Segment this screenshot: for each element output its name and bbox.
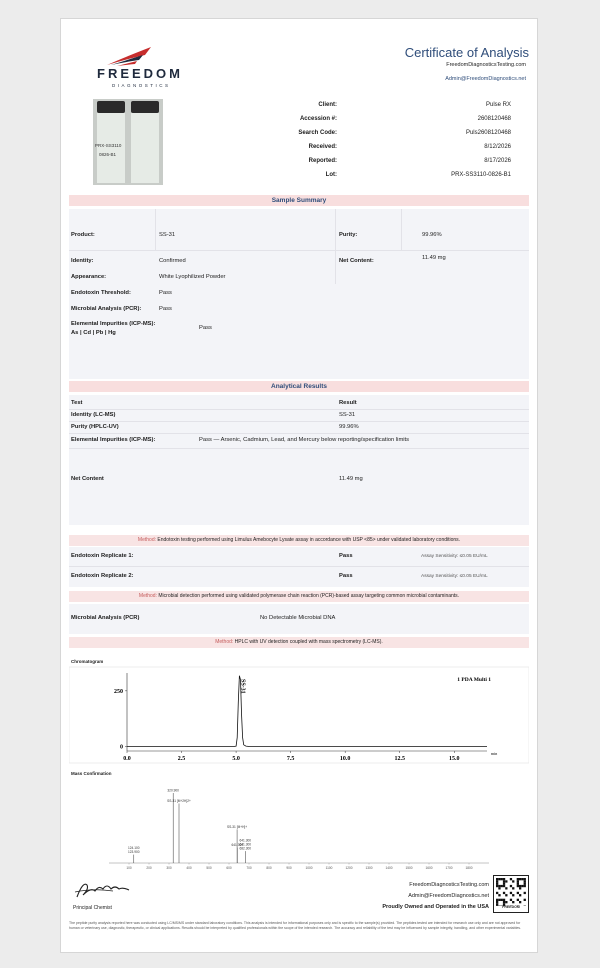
purity-value: 99.96%	[422, 232, 442, 238]
x-unit-label: min	[491, 751, 498, 756]
elemental-icpms-result: Pass — Arsenic, Cadmium, Lead, and Mercury below reporting/specification limits	[199, 437, 410, 443]
qr-module	[496, 899, 498, 901]
qr-module	[521, 885, 523, 887]
elemental-icpms-test: Elemental Impurities (ICP-MS):	[71, 437, 156, 443]
microbial-method-note	[69, 591, 529, 602]
net-content-value: 11.49 mg	[422, 255, 446, 261]
endotoxin-method-note	[69, 535, 529, 546]
identity-value: Confirmed	[159, 258, 186, 264]
chromatogram-chart	[69, 665, 529, 765]
appearance-value: White Lyophilized Powder	[159, 274, 226, 280]
endotoxin-method-text: Endotoxin testing performed using Limulus Amebocyte Lysate assay in accordance with USP <85> under validated laboratory conditions.	[157, 537, 461, 543]
identity-lcms-test: Identity (LC-MS)	[71, 412, 116, 418]
qr-module	[517, 892, 519, 894]
peak-label: 682.300	[239, 846, 252, 851]
endotoxin-replicate-1-result: Pass	[339, 553, 353, 559]
brand-tagline: DIAGNOSTICS	[112, 83, 171, 88]
endotoxin-label: Endotoxin Threshold:	[71, 290, 131, 296]
qr-module	[524, 878, 526, 880]
reported-label: Reported:	[308, 158, 337, 164]
y-tick-label: 250	[114, 688, 123, 695]
search-code-value: Puls2608120468	[465, 130, 511, 136]
endotoxin-replicate-1-sensitivity: Assay Sensitivity: ≤0.05 EU/mL	[421, 554, 488, 559]
endotoxin-replicate-2-result: Pass	[339, 573, 353, 579]
x-tick-label: 200	[146, 866, 152, 870]
qr-module	[510, 878, 512, 880]
result-column-header: Result	[339, 400, 357, 406]
x-tick-label: 0.0	[123, 756, 131, 762]
received-label: Received:	[308, 144, 337, 150]
accession-value: 2608120468	[477, 116, 511, 122]
hplc-method-text: HPLC with UV detection coupled with mass spectrometry (LC-MS).	[234, 639, 383, 645]
qr-module	[510, 885, 512, 887]
qr-module	[519, 894, 521, 896]
mass-confirmation-label: Mass Confirmation	[71, 771, 112, 776]
qr-module	[498, 894, 500, 896]
qr-module	[505, 880, 507, 882]
qr-module	[517, 883, 519, 885]
qr-module	[519, 885, 521, 887]
x-tick-label: 12.5	[394, 756, 405, 762]
qr-module	[519, 887, 521, 889]
qr-module	[517, 880, 519, 882]
qr-module	[503, 899, 505, 901]
sample-summary-heading: Sample Summary	[69, 195, 529, 206]
vial-label-line2: 0826-B1	[99, 152, 117, 157]
product-label: Product:	[71, 232, 95, 238]
qr-module	[498, 899, 500, 901]
peak-label: 123.900	[128, 850, 140, 855]
footer-email: Admin@FreedomDiagnostics.net	[408, 893, 489, 899]
qr-module	[496, 885, 498, 887]
net-content-result: 11.49 mg	[339, 476, 363, 482]
peak-label: 320.900	[167, 788, 179, 793]
qr-module	[512, 880, 514, 882]
x-tick-label: 5.0	[232, 756, 240, 762]
x-tick-label: 900	[286, 866, 292, 870]
footer-tagline: Proudly Owned and Operated in the USA	[382, 904, 489, 910]
client-value: Pulse RX	[485, 102, 511, 108]
test-column-header: Test	[71, 400, 83, 406]
qr-module	[503, 892, 505, 894]
col-divider	[155, 209, 156, 250]
net-content-test: Net Content	[71, 476, 104, 482]
x-tick-label: 1600	[425, 866, 433, 870]
microbial-pcr-label: Microbial Analysis (PCR)	[71, 615, 140, 621]
endotoxin-replicate-1-label: Endotoxin Replicate 1:	[71, 553, 134, 559]
method-key: Method:	[137, 537, 156, 543]
qr-module	[501, 885, 503, 887]
peak-label: 124.100	[128, 846, 140, 851]
microbial-pcr-result: No Detectable Microbial DNA	[260, 615, 336, 621]
microbial-label: Microbial Analysis (PCR):	[71, 306, 142, 312]
net-content-label: Net Content:	[339, 258, 374, 264]
qr-module	[503, 878, 505, 880]
elemental-value: Pass	[199, 325, 212, 331]
qr-label: FREEDOM	[502, 905, 520, 909]
analytical-results-heading: Analytical Results	[69, 381, 529, 392]
accession-label: Accession #:	[299, 116, 337, 122]
method-key: Method:	[215, 639, 234, 645]
sample-summary-panel	[69, 209, 529, 379]
qr-module	[498, 885, 500, 887]
qr-module	[498, 878, 500, 880]
peak-label: SS-31	[239, 679, 246, 694]
col-divider	[401, 209, 402, 250]
qr-module	[496, 878, 498, 880]
row-divider	[69, 566, 529, 567]
qr-module	[524, 880, 526, 882]
x-tick-label: 600	[226, 866, 232, 870]
chromatogram-legend: 1 PDA Multi 1	[457, 677, 491, 683]
product-value: SS-31	[159, 232, 176, 238]
lot-value: PRX-SS3110-0826-B1	[451, 172, 511, 178]
row-divider	[69, 250, 529, 251]
x-tick-label: 15.0	[449, 756, 460, 762]
certificate-page	[60, 18, 538, 953]
vial-label-line1: PRX-SS3110	[95, 143, 122, 148]
qr-module	[501, 899, 503, 901]
qr-module	[519, 878, 521, 880]
header-email: Admin@FreedomDiagnostics.net	[445, 76, 526, 82]
signature-image	[73, 879, 133, 901]
qr-module	[505, 901, 507, 903]
reported-value: 8/17/2026	[484, 158, 511, 164]
qr-module	[496, 883, 498, 885]
search-code-label: Search Code:	[298, 130, 337, 136]
qr-module	[512, 887, 514, 889]
x-tick-label: 1200	[345, 866, 353, 870]
elemental-label-elements: As | Cd | Pb | Hg	[71, 330, 116, 336]
qr-module	[510, 899, 512, 901]
disclaimer-text: The peptide purity analysis reported here was conducted using LC/MS/MS under standard laboratory conditions. This analysis is intended for informational purposes only and is specific to the sample(s) provided. The peptides tested are intended for research use only and are not approved for human or veterinary use, diagnostic, therapeutic, or clinical applications. Results should be interpreted by qualified professionals within the scope of the intended research. The accuracy and reliability of the test may be influenced by sample integrity, handling, and other experimental variables.	[69, 921, 522, 930]
document-title: Certificate of Analysis	[404, 45, 529, 60]
lot-label: Lot:	[325, 172, 337, 178]
x-tick-label: 1400	[385, 866, 393, 870]
qr-module	[501, 878, 503, 880]
endotoxin-value: Pass	[159, 290, 172, 296]
qr-module	[498, 887, 500, 889]
purity-hplc-result: 99.96%	[339, 424, 359, 430]
x-tick-label: 500	[206, 866, 212, 870]
signatory-title: Principal Chemist	[73, 905, 112, 911]
row-divider	[69, 421, 529, 422]
microbial-value: Pass	[159, 306, 172, 312]
y-tick-label: 0	[120, 744, 123, 751]
x-tick-label: 1000	[305, 866, 313, 870]
received-value: 8/12/2026	[484, 144, 511, 150]
x-tick-label: 300	[166, 866, 172, 870]
x-tick-label: 800	[266, 866, 272, 870]
brand-name: FREEDOM	[97, 66, 183, 81]
qr-module	[496, 892, 498, 894]
vial-photo	[93, 99, 163, 185]
endotoxin-replicate-2-sensitivity: Assay Sensitivity: ≤0.05 EU/mL	[421, 574, 488, 579]
hplc-method-note	[69, 637, 529, 648]
qr-module	[517, 899, 519, 901]
qr-module	[503, 880, 505, 882]
qr-module	[517, 878, 519, 880]
qr-module	[517, 885, 519, 887]
col-divider	[335, 209, 336, 284]
qr-module	[510, 892, 512, 894]
row-divider	[69, 433, 529, 434]
appearance-label: Appearance:	[71, 274, 107, 280]
row-divider	[69, 448, 529, 449]
qr-module	[521, 878, 523, 880]
peak-label: 641.300	[231, 843, 244, 848]
footer-website: FreedomDiagnosticsTesting.com	[409, 882, 489, 888]
x-tick-label: 1100	[325, 866, 333, 870]
qr-module	[505, 894, 507, 896]
microbial-method-text: Microbial detection performed using validated polymerase chain reaction (PCR)-based assay targeting common microbial contaminants.	[158, 593, 460, 599]
endotoxin-replicate-2-label: Endotoxin Replicate 2:	[71, 573, 134, 579]
endotoxin-panel	[69, 547, 529, 587]
x-tick-label: 1700	[445, 866, 453, 870]
qr-module	[496, 880, 498, 882]
x-tick-label: 1500	[405, 866, 413, 870]
x-tick-label: 400	[186, 866, 192, 870]
peak-label: SS-31 [M+H]+	[226, 824, 248, 829]
x-tick-label: 100	[126, 866, 132, 870]
x-tick-label: 1300	[365, 866, 373, 870]
x-tick-label: 7.5	[286, 756, 295, 762]
qr-module	[524, 899, 526, 901]
qr-module	[512, 894, 514, 896]
analytical-panel	[69, 395, 529, 525]
purity-label: Purity:	[339, 232, 358, 238]
client-label: Client:	[318, 102, 337, 108]
qr-module	[512, 901, 514, 903]
x-tick-label: 1800	[465, 866, 473, 870]
qr-module	[503, 885, 505, 887]
peak-label: 641.300	[239, 842, 252, 847]
mass-spectrum-chart	[69, 779, 529, 875]
identity-label: Identity:	[71, 258, 94, 264]
qr-module	[503, 883, 505, 885]
header-website: FreedomDiagnosticsTesting.com	[446, 62, 526, 68]
peak-label: 641.300	[239, 838, 252, 843]
x-tick-label: 2.5	[177, 756, 186, 762]
qr-module	[524, 883, 526, 885]
row-divider	[69, 409, 529, 410]
qr-module	[519, 901, 521, 903]
qr-module	[496, 901, 498, 903]
x-tick-label: 10.0	[339, 756, 351, 762]
x-tick-label: 700	[246, 866, 252, 870]
method-key: Method:	[138, 593, 157, 599]
identity-lcms-result: SS-31	[339, 412, 356, 418]
peak-label: SS-31 [M+2H]2+	[167, 799, 191, 803]
qr-module	[524, 892, 526, 894]
purity-hplc-test: Purity (HPLC-UV)	[71, 424, 119, 430]
qr-module	[524, 885, 526, 887]
qr-module	[503, 901, 505, 903]
qr-module	[505, 887, 507, 889]
qr-matrix	[494, 876, 528, 906]
elemental-label: Elemental Impurities (ICP-MS):	[71, 321, 156, 327]
chromatogram-label: Chromatogram	[71, 659, 104, 664]
qr-code-icon	[493, 875, 529, 913]
